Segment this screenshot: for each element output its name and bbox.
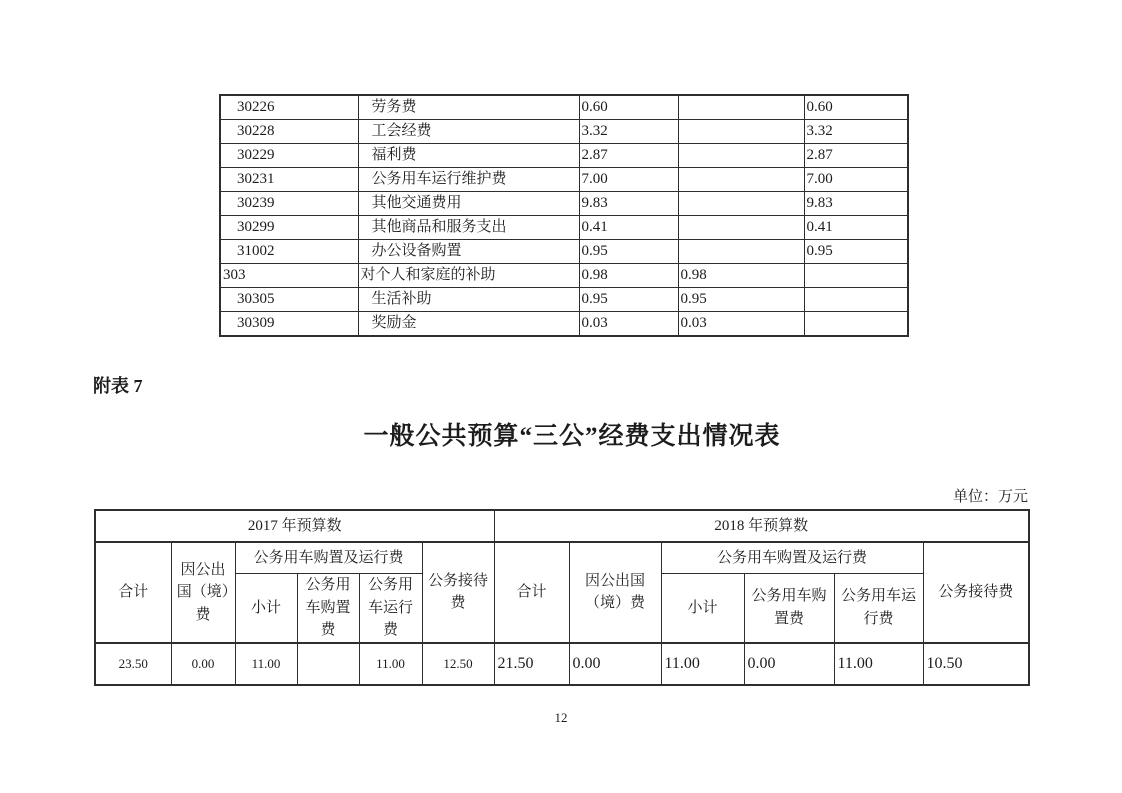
item-name-cell: 其他商品和服务支出 (358, 216, 579, 240)
header-2017-operation: 公务用车运行费 (359, 574, 422, 643)
item-name-cell: 对个人和家庭的补助 (358, 264, 579, 288)
header-2018-total: 合计 (494, 542, 569, 643)
item-name-cell: 工会经费 (358, 120, 579, 144)
table-row (220, 216, 908, 240)
amount-cell: 0.41 (579, 216, 678, 240)
amount-cell: 0.95 (804, 240, 908, 264)
code-cell: 30299 (220, 216, 358, 240)
code-cell: 30229 (220, 144, 358, 168)
header-2018-purchase: 公务用车购置费 (744, 574, 834, 643)
code-cell: 30226 (220, 95, 358, 120)
amount-cell: 2.87 (804, 144, 908, 168)
amount-cell: 23.50 (95, 643, 171, 685)
amount-cell: 12.50 (422, 643, 494, 685)
amount-cell (297, 643, 359, 685)
code-cell: 30309 (220, 312, 358, 337)
amount-cell (804, 264, 908, 288)
item-name-cell: 生活补助 (358, 288, 579, 312)
amount-cell: 7.00 (579, 168, 678, 192)
header-2018-vehicle-group: 公务用车购置及运行费 (661, 542, 923, 574)
item-name-cell: 劳务费 (358, 95, 579, 120)
budget-line-items-table (219, 94, 909, 337)
table-row (220, 240, 908, 264)
amount-cell: 9.83 (579, 192, 678, 216)
amount-cell (678, 216, 804, 240)
year-2018-header: 2018 年预算数 (494, 510, 1029, 542)
amount-cell: 0.60 (804, 95, 908, 120)
amount-cell (678, 95, 804, 120)
column-group-header-row (95, 542, 1029, 574)
code-cell: 30231 (220, 168, 358, 192)
header-2017-purchase: 公务用车购置费 (297, 574, 359, 643)
header-2018-reception: 公务接待费 (923, 542, 1029, 643)
item-name-cell: 办公设备购置 (358, 240, 579, 264)
table-row (220, 288, 908, 312)
table-row (220, 264, 908, 288)
three-public-expenses-table (94, 509, 1030, 686)
amount-cell (678, 240, 804, 264)
amount-cell: 0.00 (569, 643, 661, 685)
amount-cell (678, 168, 804, 192)
amount-cell (678, 144, 804, 168)
table-row (220, 192, 908, 216)
amount-cell: 3.32 (579, 120, 678, 144)
unit-label: 单位：万元 (952, 489, 1028, 505)
page-title: 一般公共预算“三公”经费支出情况表 (363, 423, 781, 450)
item-name-cell: 奖励金 (358, 312, 579, 337)
code-cell: 303 (220, 264, 358, 288)
header-2017-vehicle-group: 公务用车购置及运行费 (235, 542, 422, 574)
amount-cell: 0.95 (678, 288, 804, 312)
table-row (220, 168, 908, 192)
header-2017-abroad: 因公出国（境）费 (171, 542, 235, 643)
amount-cell: 0.00 (171, 643, 235, 685)
header-2018-abroad: 因公出国（境）费 (569, 542, 661, 643)
amount-cell (804, 312, 908, 337)
amount-cell: 2.87 (579, 144, 678, 168)
attachment-label: 附表 7 (93, 376, 143, 396)
amount-cell: 0.98 (579, 264, 678, 288)
amount-cell: 11.00 (834, 643, 923, 685)
table-row (220, 144, 908, 168)
code-cell: 31002 (220, 240, 358, 264)
data-row (95, 643, 1029, 685)
table-row (220, 95, 908, 120)
table-row (220, 312, 908, 337)
amount-cell: 0.95 (579, 288, 678, 312)
header-2018-subtotal: 小计 (661, 574, 744, 643)
table-row (220, 120, 908, 144)
amount-cell: 0.00 (744, 643, 834, 685)
amount-cell: 10.50 (923, 643, 1029, 685)
amount-cell (804, 288, 908, 312)
code-cell: 30239 (220, 192, 358, 216)
amount-cell: 11.00 (235, 643, 297, 685)
amount-cell: 9.83 (804, 192, 908, 216)
page-number: 12 (554, 710, 568, 725)
amount-cell: 3.32 (804, 120, 908, 144)
code-cell: 30228 (220, 120, 358, 144)
amount-cell: 21.50 (494, 643, 569, 685)
item-name-cell: 公务用车运行维护费 (358, 168, 579, 192)
year-header-row (95, 510, 1029, 542)
amount-cell: 0.60 (579, 95, 678, 120)
header-2017-reception: 公务接待费 (422, 542, 494, 643)
year-2017-header: 2017 年预算数 (95, 510, 494, 542)
header-2017-total: 合计 (95, 542, 171, 643)
header-2017-subtotal: 小计 (235, 574, 297, 643)
amount-cell (678, 192, 804, 216)
amount-cell: 0.95 (579, 240, 678, 264)
amount-cell: 0.41 (804, 216, 908, 240)
item-name-cell: 福利费 (358, 144, 579, 168)
amount-cell (678, 120, 804, 144)
amount-cell: 11.00 (359, 643, 422, 685)
code-cell: 30305 (220, 288, 358, 312)
amount-cell: 0.03 (678, 312, 804, 337)
item-name-cell: 其他交通费用 (358, 192, 579, 216)
amount-cell: 0.98 (678, 264, 804, 288)
amount-cell: 0.03 (579, 312, 678, 337)
amount-cell: 7.00 (804, 168, 908, 192)
header-2018-operation: 公务用车运行费 (834, 574, 923, 643)
amount-cell: 11.00 (661, 643, 744, 685)
